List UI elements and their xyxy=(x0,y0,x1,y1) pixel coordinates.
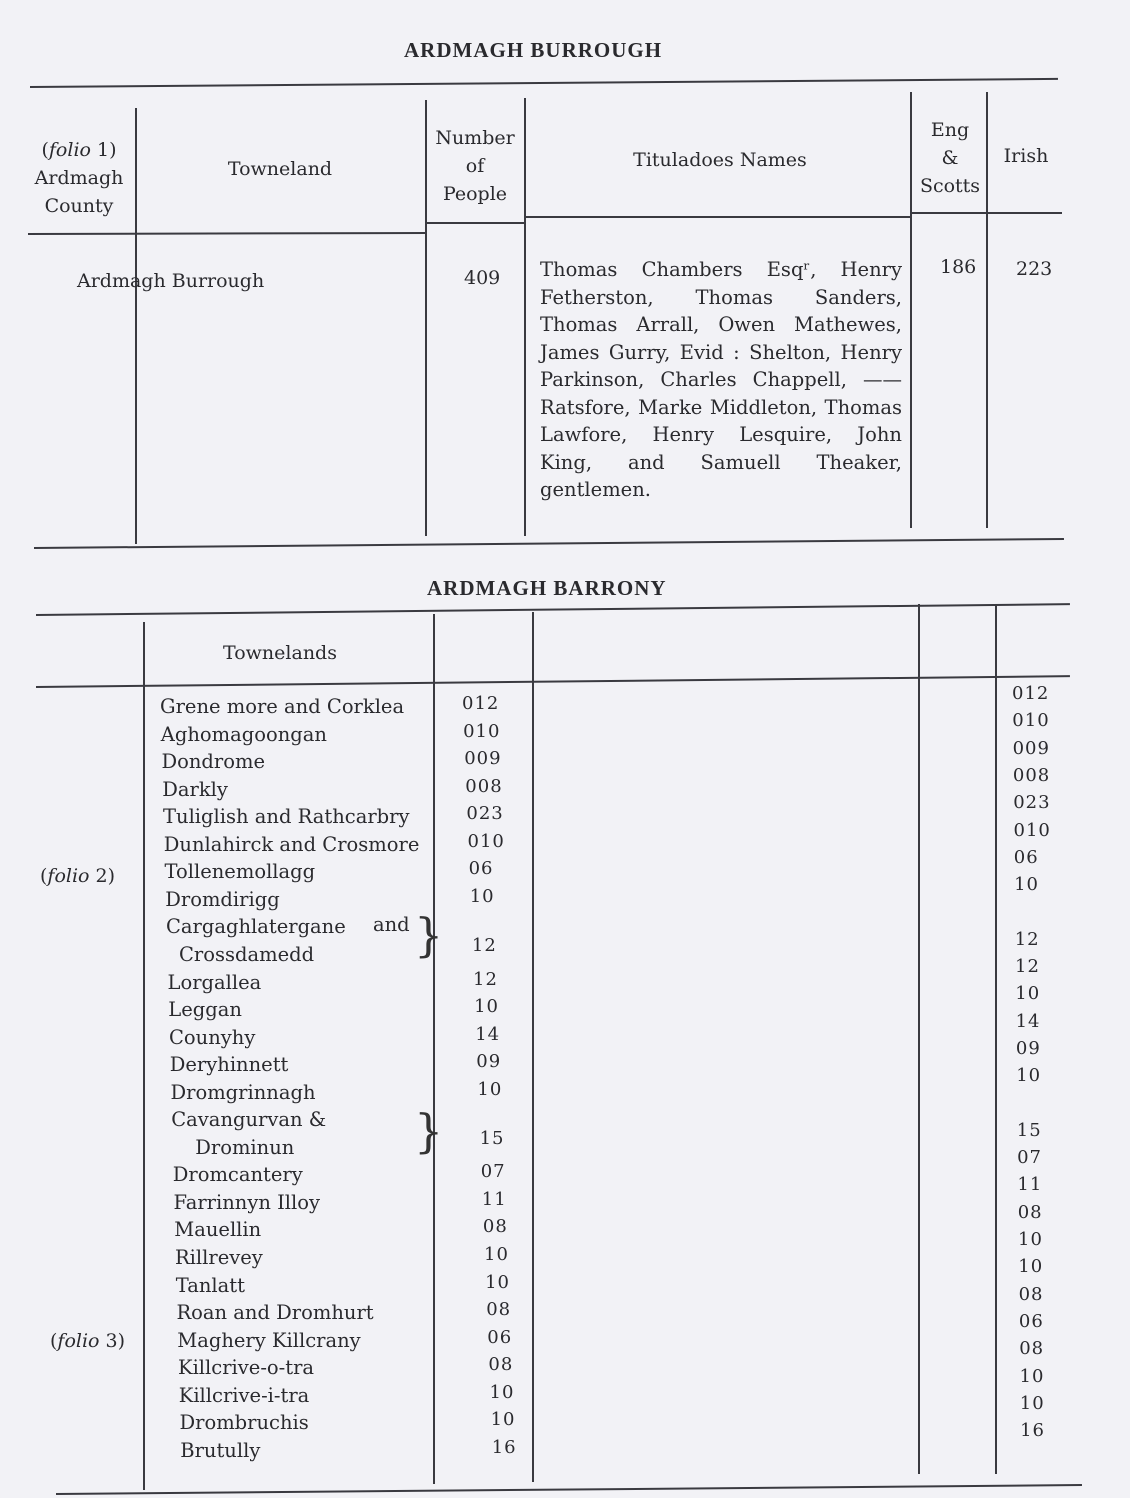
folio-label: (folio 1) xyxy=(41,139,117,161)
header-tituladoes: Tituladoes Names xyxy=(633,149,807,171)
burrough-tituladoes-names: Thomas Chambers Esqʳ, Henry Fetherston, Thomas Sanders, Thomas Arrall, Owen Mathewes, James Gurry, Evid : Shelton, Henry Parkinson, Charles Chappell, —— Ratsfore, Marke Middleton, Thomas Lawfore, Henry Lesquire, John King, and Samuell Theaker, gentlemen. xyxy=(540,258,902,501)
b-col-rule-1 xyxy=(143,622,145,1490)
burrough-eng-scotts: 186 xyxy=(940,256,977,278)
irish-count: 07 xyxy=(1017,1147,1042,1169)
burrough-bottom-rule xyxy=(34,538,1064,549)
barrony-top-rule xyxy=(36,603,1070,616)
towneland-name: Dondrome xyxy=(161,750,266,774)
towneland-name: Grene more and Corklea xyxy=(160,695,405,718)
number-of-people: 12 xyxy=(473,968,498,990)
irish-count: 009 xyxy=(1012,737,1050,759)
towneland-name: Mauellin xyxy=(174,1218,262,1242)
number-of-people: 06 xyxy=(468,858,494,880)
number-of-people: 14 xyxy=(475,1023,501,1045)
number-label-2: of xyxy=(465,155,485,177)
number-of-people: 12 xyxy=(471,934,497,956)
towneland-name: Cavangurvan & xyxy=(171,1108,327,1132)
irish-count: 10 xyxy=(1016,1065,1042,1087)
number-of-people: 11 xyxy=(481,1188,507,1210)
irish-count: 08 xyxy=(1019,1338,1045,1360)
irish-count: 10 xyxy=(1015,983,1041,1005)
towneland-name-and: and xyxy=(373,913,410,937)
towneland-name: Counyhy xyxy=(169,1025,256,1049)
irish-count: 09 xyxy=(1015,1037,1041,1059)
irish-count: 06 xyxy=(1013,846,1039,868)
number-label-3: People xyxy=(442,183,508,205)
number-of-people: 012 xyxy=(462,693,500,714)
irish-count: 08 xyxy=(1017,1201,1043,1223)
irish-count: 14 xyxy=(1015,1010,1041,1032)
towneland-name: Farrinnyn Illoy xyxy=(173,1190,321,1214)
towneland-name: Lorgallea xyxy=(167,970,262,994)
eng-label-1: Eng xyxy=(930,119,970,141)
header-number-of-people xyxy=(426,124,524,208)
towneland-name: Aghomagoongan xyxy=(160,722,327,746)
barrony-title: ARDMAGH BARRONY xyxy=(427,576,667,600)
towneland-name: Killcrive-i-tra xyxy=(178,1383,310,1407)
number-of-people: 009 xyxy=(464,748,502,770)
towneland-name: Tollenemollagg xyxy=(164,860,316,884)
towneland-name: Roan and Dromhurt xyxy=(176,1301,374,1325)
header-folio-county xyxy=(22,136,136,220)
towneland-name: Dromgrinnagh xyxy=(170,1080,316,1104)
number-label-1: Number xyxy=(435,127,515,149)
irish-count: 010 xyxy=(1012,710,1050,732)
header-eng-scotts xyxy=(912,116,988,200)
number-of-people: 10 xyxy=(474,996,499,1018)
irish-count: 15 xyxy=(1016,1119,1042,1141)
number-of-people: 07 xyxy=(480,1161,506,1183)
burrough-irish: 223 xyxy=(1016,258,1053,280)
brace-cavangurvan: } xyxy=(414,1104,444,1158)
county-label-1: Ardmagh xyxy=(34,167,124,189)
towneland-name-cont: Crossdamedd xyxy=(179,942,315,966)
towneland-name: Darkly xyxy=(162,777,228,801)
b-col-rule-4 xyxy=(918,604,920,1474)
towneland-name: Rillrevey xyxy=(175,1246,263,1269)
number-of-people: 15 xyxy=(479,1127,505,1149)
towneland-name: Drombruchis xyxy=(179,1411,309,1435)
towneland-name: Brutully xyxy=(180,1438,261,1462)
burrough-title: ARDMAGH BURROUGH xyxy=(404,38,663,62)
towneland-name: Maghery Killcrany xyxy=(177,1328,361,1352)
irish-count: 012 xyxy=(1012,683,1050,704)
towneland-name: Leggan xyxy=(168,998,242,1022)
towneland-name-cont: Drominun xyxy=(195,1135,295,1159)
b-col-rule-2 xyxy=(433,614,435,1484)
irish-count: 10 xyxy=(1019,1365,1045,1387)
eng-label-2: & xyxy=(941,147,959,169)
burrough-top-rule xyxy=(30,78,1058,88)
towneland-name: Dunlahirck and Crosmore xyxy=(163,832,420,856)
irish-count: 06 xyxy=(1018,1310,1044,1332)
number-of-people: 10 xyxy=(469,885,495,907)
number-of-people: 08 xyxy=(488,1354,514,1376)
number-of-people: 10 xyxy=(484,1244,509,1265)
col-rule-3 xyxy=(524,98,526,536)
number-of-people: 09 xyxy=(476,1051,502,1073)
barrony-bottom-rule xyxy=(56,1484,1082,1495)
irish-count: 12 xyxy=(1015,956,1040,977)
number-of-people: 10 xyxy=(489,1381,515,1403)
number-of-people: 023 xyxy=(466,803,504,825)
folio-2-label: (folio 2) xyxy=(40,865,116,887)
number-of-people: 06 xyxy=(487,1326,513,1348)
burrough-towneland: Ardmagh Burrough xyxy=(77,270,265,292)
barrony-header-townelands: Townelands xyxy=(223,642,337,664)
towneland-name: Tanlatt xyxy=(175,1273,245,1297)
towneland-name: Cargaghlatergane xyxy=(166,915,346,939)
irish-count: 11 xyxy=(1017,1174,1043,1196)
b-col-rule-3 xyxy=(532,612,534,1482)
burrough-number: 409 xyxy=(464,267,501,289)
number-of-people: 10 xyxy=(477,1078,503,1100)
irish-count: 10 xyxy=(1018,1229,1043,1250)
b-col-rule-5 xyxy=(995,604,997,1474)
number-of-people: 008 xyxy=(465,775,503,797)
irish-count: 16 xyxy=(1020,1420,1045,1442)
folio-3-label: (folio 3) xyxy=(50,1330,126,1352)
header-bottom-rule-2 xyxy=(426,222,526,224)
county-label-2: County xyxy=(44,195,114,217)
header-irish: Irish xyxy=(1003,145,1049,167)
header-bottom-rule-3 xyxy=(526,216,912,218)
irish-count: 10 xyxy=(1018,1256,1044,1278)
number-of-people: 10 xyxy=(490,1409,516,1431)
number-of-people: 08 xyxy=(486,1299,512,1321)
towneland-name: Deryhinnett xyxy=(169,1053,289,1077)
header-bottom-rule xyxy=(28,232,426,235)
eng-label-3: Scotts xyxy=(919,175,981,197)
irish-count: 008 xyxy=(1012,764,1051,786)
towneland-name: Tuliglish and Rathcarbry xyxy=(163,805,410,829)
irish-count: 08 xyxy=(1018,1283,1044,1305)
towneland-name: Dromcantery xyxy=(172,1163,303,1187)
irish-count: 10 xyxy=(1014,874,1039,896)
number-of-people: 010 xyxy=(463,720,501,742)
number-of-people: 010 xyxy=(467,830,505,852)
irish-count: 023 xyxy=(1013,792,1051,814)
irish-count: 010 xyxy=(1013,819,1051,841)
brace-cargaghlatergane: } xyxy=(414,908,444,962)
towneland-name: Dromdirigg xyxy=(165,887,280,911)
irish-count: 10 xyxy=(1019,1392,1045,1414)
number-of-people: 16 xyxy=(491,1436,517,1458)
header-towneland: Towneland xyxy=(227,158,333,180)
number-of-people: 10 xyxy=(485,1271,510,1293)
towneland-name: Killcrive-o-tra xyxy=(178,1356,315,1380)
number-of-people: 08 xyxy=(482,1216,508,1238)
header-bottom-rule-4 xyxy=(912,212,1062,214)
barrony-header-rule xyxy=(36,675,1070,688)
irish-count: 12 xyxy=(1014,928,1040,950)
